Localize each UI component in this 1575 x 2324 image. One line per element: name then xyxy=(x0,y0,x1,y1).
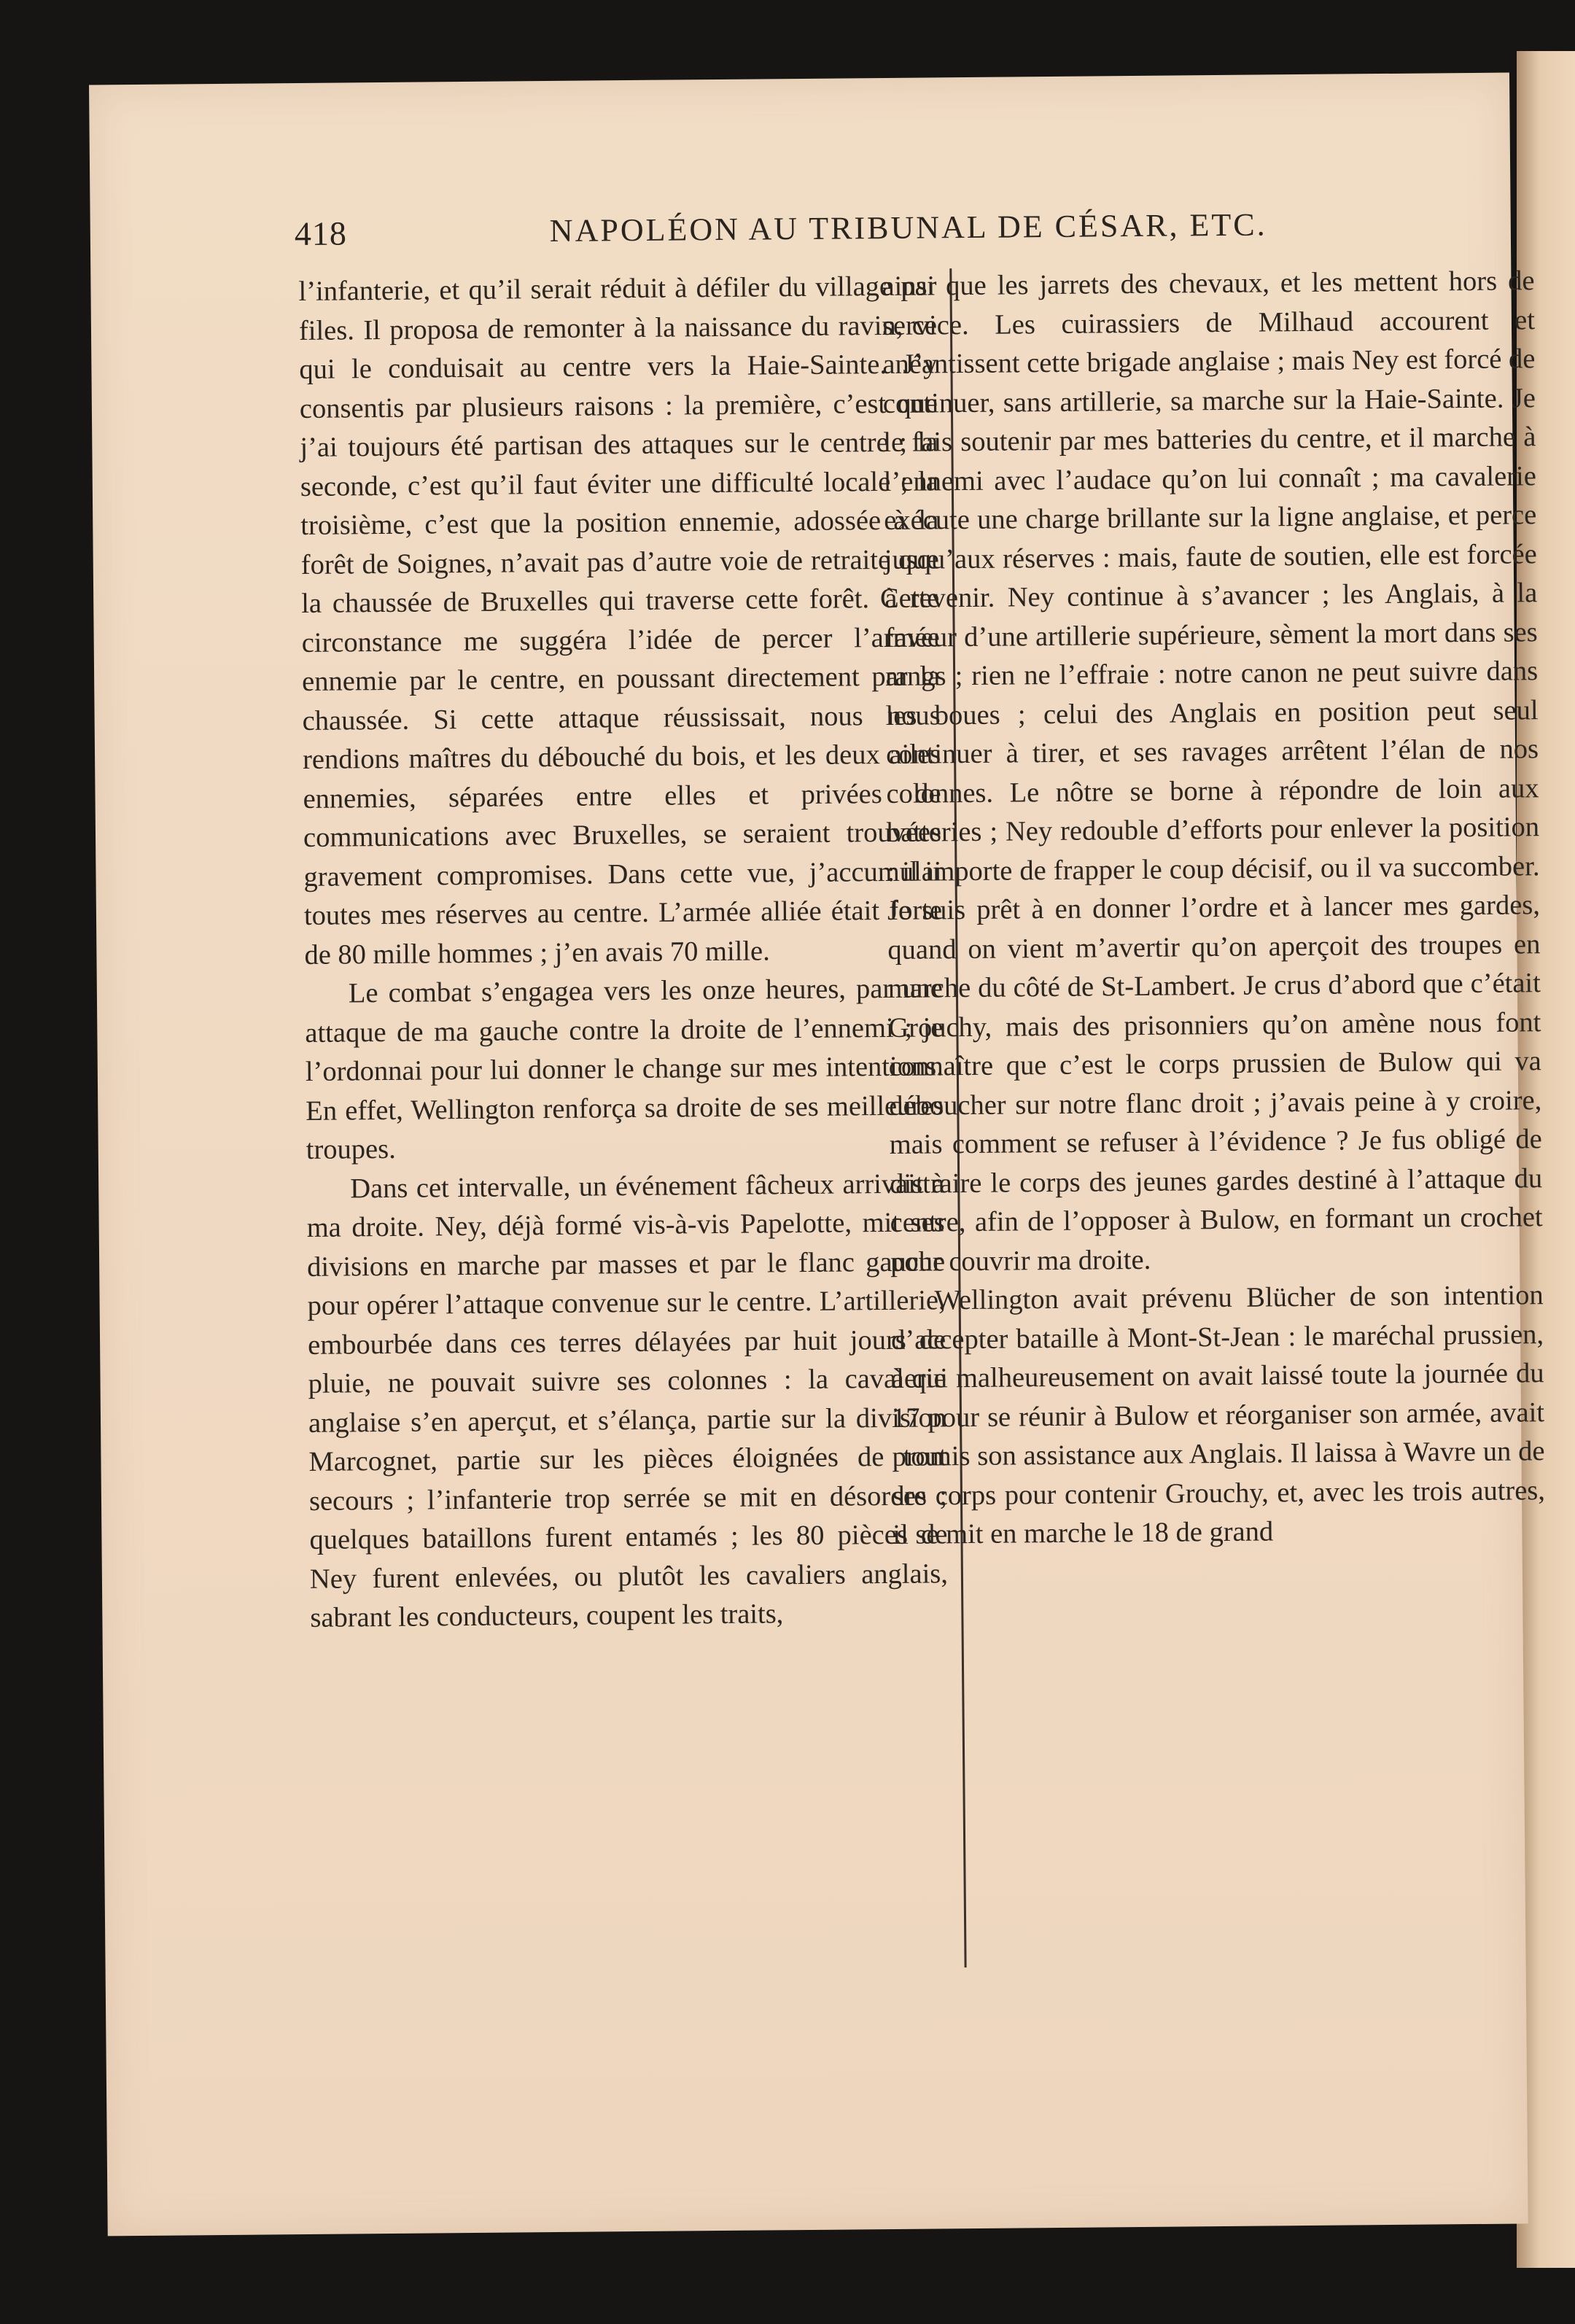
left-column xyxy=(298,267,948,1638)
book-page xyxy=(89,73,1546,2236)
page-number: 418 xyxy=(294,214,348,253)
left-paragraph-3: Dans cet intervalle, un événement fâcheux arrivait à ma droite. Ney, déjà formé vis-à-vis Papelotte, mit ses divisions en marche par masses et par le flanc gauche pour opérer l’attaque convenue sur le centre. L’artillerie, embourbée dans ces terres délayées par huit jours de pluie, ne pouvait suivre ses colonnes : la cavalerie anglaise s’en aperçut, et s’élança, partie sur la division Marcognet, partie sur les pièces éloignées de tout secours ; l’infanterie trop serrée se mit en désordre ; quelques bataillons furent entamés ; les 80 pièces de Ney furent enlevées, ou plutôt les cavaliers anglais, sabrant les conducteurs, coupent les traits, xyxy=(306,1167,949,1633)
left-paragraph-1: l’infanterie, et qu’il serait réduit à défiler du village par files. Il proposa de remonter à la naissance du ravin, ce qui le conduisait au centre vers la Haie-Sainte. J’y consentis par plusieurs raisons : la première, c’est que j’ai toujours été partisan des attaques sur le centre ; la seconde, c’est qu’il faut éviter une difficulté locale ; la troisième, c’est que la position ennemie, adossée à la forêt de Soignes, n’avait pas d’autre voie de retraite que la chaussée de Bruxelles qui traverse cette forêt. Cette circonstance me suggéra l’idée de percer l’armée ennemie par le centre, en poussant directement par la chaussée. Si cette attaque réussissait, nous nous rendions maîtres du débouché du bois, et les deux ailes ennemies, séparées entre elles et privées de communications avec Bruxelles, se seraient trouvées gravement compromises. Dans cette vue, j’accumulai toutes mes réserves au centre. L’armée alliée était forte de 80 mille hommes ; j’en avais 70 mille. xyxy=(298,271,943,971)
left-paragraph-2: Le combat s’engagea vers les onze heures, par une attaque de ma gauche contre la droite de l’ennemi ; je l’ordonnai pour lui donner le change sur mes intentions. En effet, Wellington renforça sa droite de ses meilleures troupes. xyxy=(305,973,944,1165)
right-column xyxy=(882,262,1545,1555)
right-paragraph-2: Wellington avait prévenu Blücher de son intention d’accepter bataille à Mont-St-Jean : le maréchal prussien, à qui malheureusement on avait laissé toute la journée du 17 pour se réunir à Bulow et réorganiser son armée, avait promis son assistance aux Anglais. Il laissa à Wavre un de ses corps pour contenir Grouchy, et, avec les trois autres, il se mit en marche le 18 de grand xyxy=(890,1280,1546,1550)
running-title: NAPOLÉON AU TRIBUNAL DE CÉSAR, ETC. xyxy=(549,206,1267,249)
right-paragraph-1: ainsi que les jarrets des chevaux, et les mettent hors de service. Les cuirassiers de Milhaud accourent et anéantissent cette brigade anglaise ; mais Ney est forcé de continuer, sans artillerie, sa marche sur la Haie-Sainte. Je le fais soutenir par mes batteries du centre, et il marche à l’ennemi avec l’audace qu’on lui connaît ; ma cavalerie exécute une charge brillante sur la ligne anglaise, et perce jusqu’aux réserves : mais, faute de soutien, elle est forcée à revenir. Ney continue à s’avancer ; les Anglais, à la faveur d’une artillerie supérieure, sèment la mort dans ses rangs ; rien ne l’effraie : notre canon ne peut suivre dans les boues ; celui des Anglais en position peut seul continuer à tirer, et ses ravages arrêtent l’élan de nos colonnes. Le nôtre se borne à répondre de loin aux batteries ; Ney redouble d’efforts pour enlever la position : il importe de frapper le coup décisif, ou il va succomber. Je suis prêt à en donner l’ordre et à lancer mes gardes, quand on vient m’avertir qu’on aperçoit des troupes en marche du côté de St-Lambert. Je crus d’abord que c’était Grouchy, mais des prisonniers qu’on amène nous font connaître que c’est le corps prussien de Bulow qui va déboucher sur notre flanc droit ; j’avais peine à y croire, mais comment se refuser à l’évidence ? Je fus obligé de distraire le corps des jeunes gardes destiné à l’attaque du centre, afin de l’opposer à Bulow, en formant un crochet pour couvrir ma droite. xyxy=(882,265,1543,1278)
